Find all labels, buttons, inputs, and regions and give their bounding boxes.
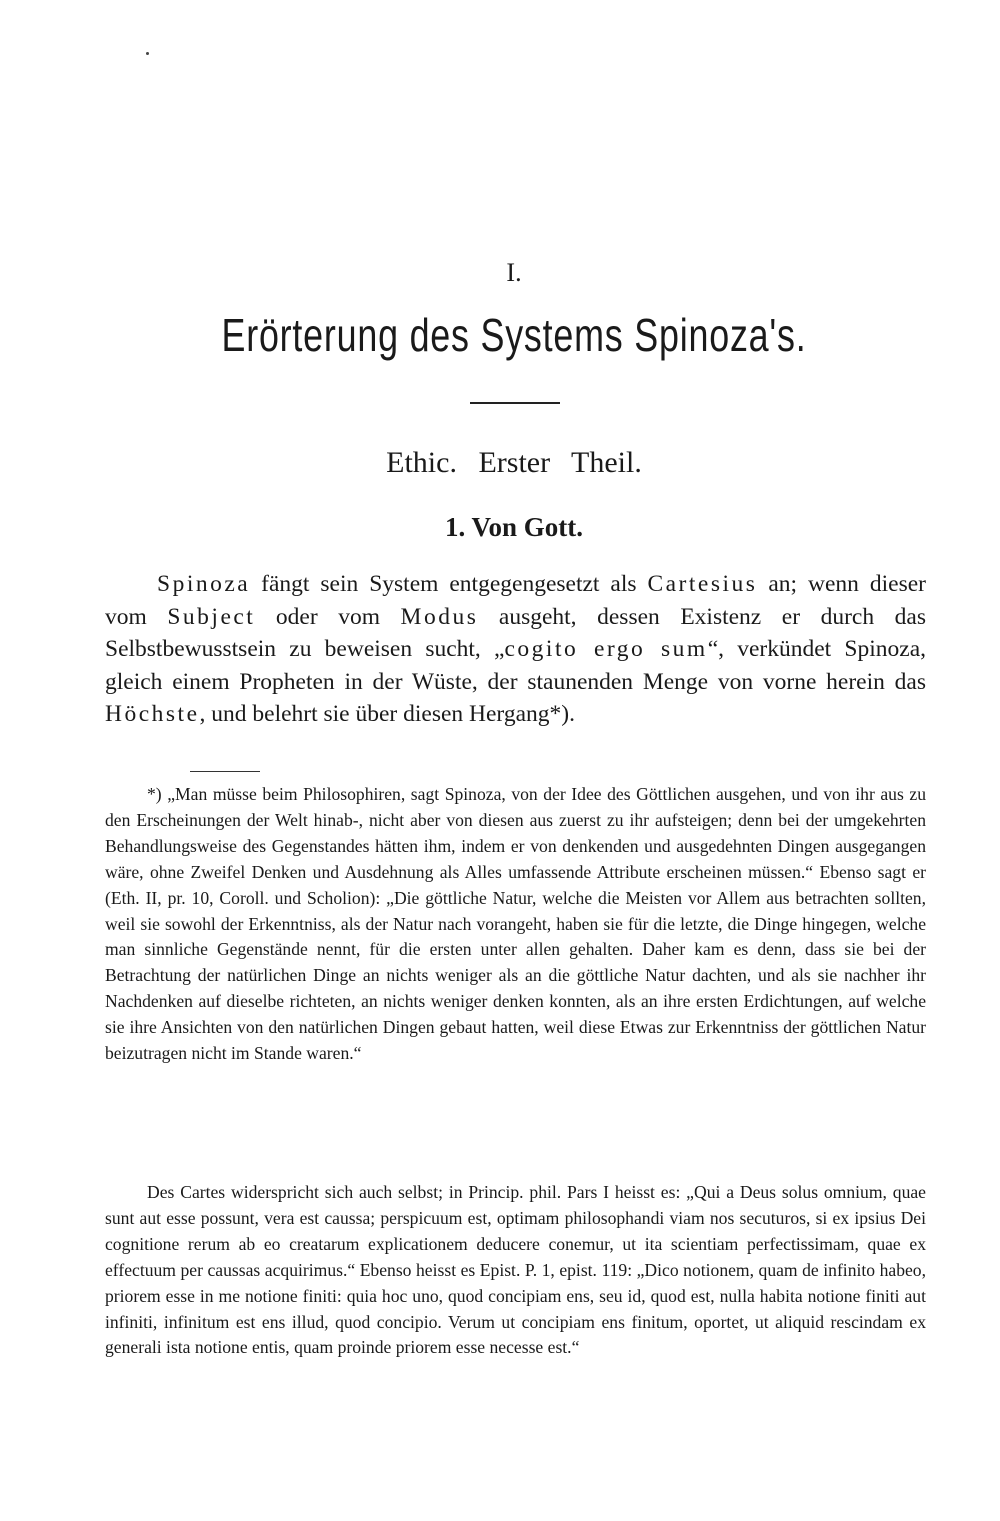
body-text: oder vom bbox=[255, 603, 401, 630]
chapter-number: I. bbox=[506, 258, 522, 287]
spaced-term-modus: Modus bbox=[400, 603, 479, 630]
section-title: Ethic. Erster Theil. bbox=[386, 446, 642, 479]
body-paragraph bbox=[105, 568, 926, 731]
chapter-title: Erörterung des Systems Spinoza's. bbox=[221, 309, 807, 361]
body-text: an; wenn dieser vom bbox=[105, 571, 926, 630]
footnote-1: *) „Man müsse beim Philosophiren, sagt Spinoza, von der Idee des Göttlichen ausgehen, und von ihr aus zu den Erscheinungen der Welt hinab-, nicht aber von diesen aus zuerst zu ihr aufsteigen; denn bei der umgekehrten Behandlungsweise des Gegenstandes hätten ihm, indem er von denkenden und ausgedehnten Dingen ausgegangen wäre, ohne Zweifel Denken und Ausdehnung als Alles umfassende Attribute erscheinen müssen.“ Ebenso sagt er (Eth. II, pr. 10, Coroll. und Scholion): „Die göttliche Natur, welche die Meisten vor Allem aus betrachten sollten, weil sie sowohl der Erkenntniss, als der Natur nach vorangeht, haben sie für die letzte, die Dinge hingegen, welche man sinnliche Gegenstände nennt, für die ersten unter allen gehalten. Daher kam es denn, dass sie bei der Betrachtung der natürlichen Dinge an nichts weniger als an die göttliche Natur dachten, und als sie nachher ihr Nachdenken auf dieselbe richteten, an nichts weniger denken konnten, als an ihre ersten Erdichtungen, auf welche sie ihre Ansichten von den natürlichen Dingen gebaut hatten, weil diese Etwas zur Erkenntniss der göttlichen Natur beizutragen nicht im Stande waren.“ bbox=[105, 784, 926, 1064]
body-text: , und belehrt sie über diesen Hergang*). bbox=[199, 701, 575, 727]
body-text: “, verkündet Spinoza, gleich einem Propheten in der Wüste, der staunenden Menge von vorne herein das bbox=[105, 636, 926, 695]
footnote-divider bbox=[190, 771, 260, 772]
spaced-term-cogito: cogito ergo sum bbox=[504, 636, 708, 662]
body-text: fängt sein System entgegengesetzt als bbox=[250, 571, 648, 597]
spaced-term-hoechste: Höchste bbox=[105, 701, 200, 727]
footnote-2: Des Cartes widerspricht sich auch selbst; in Princip. phil. Pars I heisst es: „Qui a Deus solus omnium, quae sunt aut esse possunt, vera est caussa; perspicuum est, optimam philosophandi viam nos secuturos, si ex ipsius Dei cognitione rerum ab eo creatarum explicationem deducere conemur, ut ita scientiam perfectissimam, quae ex effectuum per caussas acquirimus.“ Ebenso heisst es Epist. P. 1, epist. 119: „Dico notionem, quam de infinito habeo, priorem esse in me notione finiti: quia hoc uno, quod concipiam ens, seu id, quod est, nulla habita notione finiti aut infiniti, infinitum est ens illud, quod concipio. Verum ut concipiam ens finitum, oportet, ut aliquid rescindam ex generali ista notione entis, quam proinde priorem esse necesse est.“ bbox=[105, 1182, 926, 1358]
spaced-term-spinoza: Spinoza bbox=[157, 571, 251, 597]
subsection-title: 1. Von Gott. bbox=[444, 512, 584, 542]
spaced-term-subject: Subject bbox=[167, 603, 256, 630]
spaced-term-cartesius: Cartesius bbox=[647, 571, 758, 597]
body-text: ausgeht, dessen Existenz er durch das Selbstbewusstsein zu beweisen sucht, „ bbox=[105, 603, 926, 662]
print-speck bbox=[146, 52, 149, 55]
title-divider bbox=[470, 402, 560, 404]
